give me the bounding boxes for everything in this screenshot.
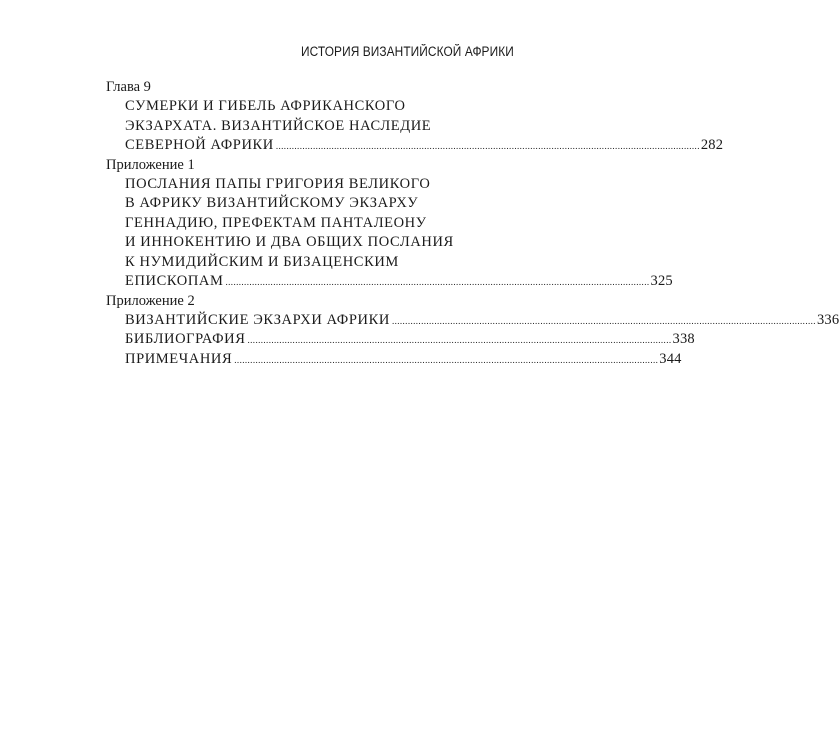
toc-entry[interactable] (106, 350, 682, 370)
entry-last-line (125, 330, 695, 350)
entry-title-line: ПРИМЕЧАНИЯ (125, 350, 233, 367)
entry-title-line: ПОСЛАНИЯ ПАПЫ ГРИГОРИЯ ВЕЛИКОГО (125, 175, 431, 192)
table-of-contents (106, 78, 839, 369)
entry-last-line (125, 311, 839, 331)
page-number: 344 (659, 350, 682, 367)
entry-title-line: ЕПИСКОПАМ (125, 273, 224, 289)
dot-leader: ................................................................................................................................................................ (234, 354, 659, 365)
entry-title-line: СЕВЕРНОЙ АФРИКИ (125, 137, 274, 153)
entry-title-line: ГЕННАДИЮ, ПРЕФЕКТАМ ПАНТАЛЕОНУ (125, 214, 427, 231)
toc-section-chapter-9 (106, 78, 724, 156)
entry-title-line: ЭКЗАРХАТА. ВИЗАНТИЙСКОЕ НАСЛЕДИЕ (125, 117, 432, 134)
toc-entry[interactable] (106, 97, 724, 156)
page-number: 338 (672, 331, 695, 347)
section-label: Глава 9 (106, 79, 151, 95)
dot-leader: ................................................................................................................................................................ (247, 335, 672, 345)
entry-title-line: БИБЛИОГРАФИЯ (125, 331, 246, 347)
toc-entry[interactable] (106, 175, 673, 292)
entry-last-line (125, 272, 673, 292)
dot-leader: ................................................................................................................................................................ (391, 315, 816, 326)
entry-title-line: В АФРИКУ ВИЗАНТИЙСКОМУ ЭКЗАРХУ (125, 195, 419, 211)
dot-leader: ................................................................................................................................................................ (225, 277, 650, 287)
page-number: 282 (700, 137, 724, 153)
dot-leader: ................................................................................................................................................................ (275, 141, 700, 151)
entry-last-line (125, 350, 682, 370)
toc-section-appendix-2 (106, 292, 839, 370)
page-number: 325 (650, 273, 673, 289)
entry-title-line: К НУМИДИЙСКИМ И БИЗАЦЕНСКИМ (125, 253, 399, 270)
entry-title-line: И ИННОКЕНТИЮ И ДВА ОБЩИХ ПОСЛАНИЯ (125, 234, 454, 250)
section-label: Приложение 2 (106, 292, 195, 309)
page-number: 336 (816, 311, 839, 328)
entry-title-line: ВИЗАНТИЙСКИЕ ЭКЗАРХИ АФРИКИ (125, 311, 390, 328)
section-label: Приложение 1 (106, 156, 195, 173)
toc-entry[interactable] (106, 311, 839, 331)
running-head: ИСТОРИЯ ВИЗАНТИЙСКОЙ АФРИКИ (301, 44, 514, 59)
toc-entry[interactable] (106, 330, 695, 350)
entry-last-line (125, 136, 724, 156)
toc-section-appendix-1 (106, 156, 673, 292)
entry-title-line: СУМЕРКИ И ГИБЕЛЬ АФРИКАНСКОГО (125, 98, 406, 114)
